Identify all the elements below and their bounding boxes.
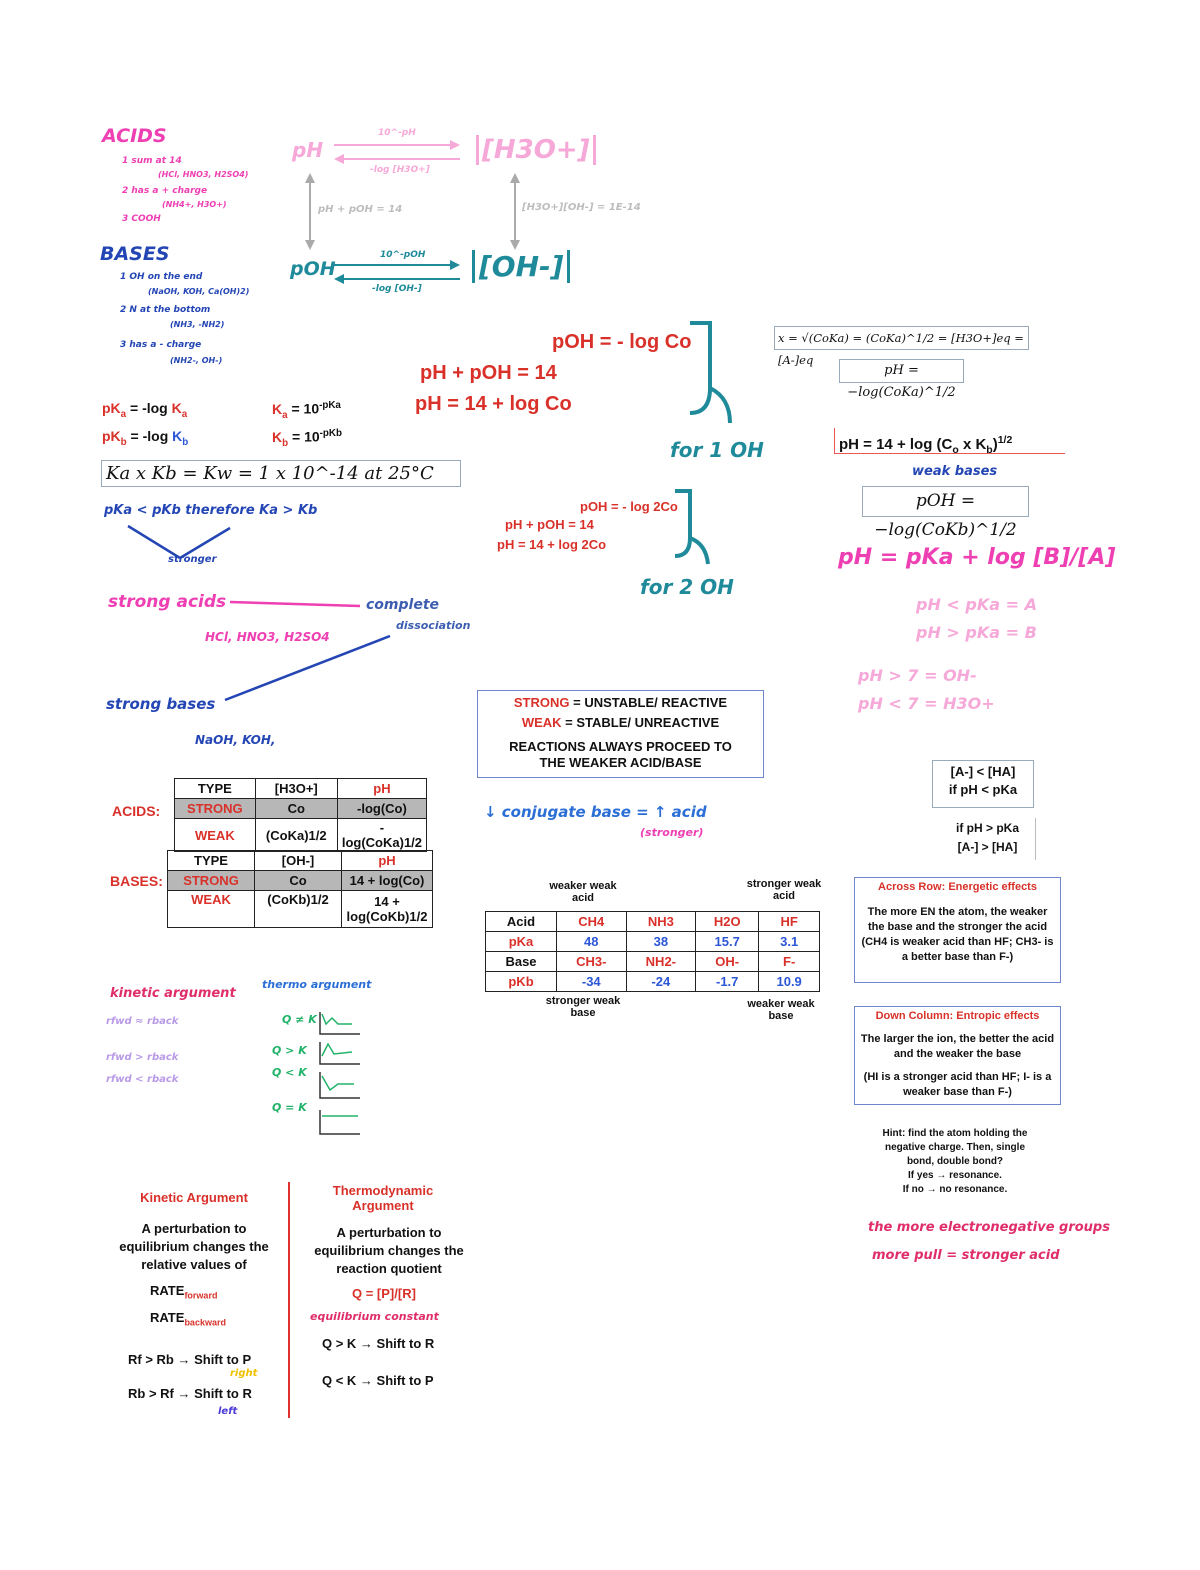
table-cell: -24 — [626, 972, 696, 992]
hint-line: Hint: find the atom holding the — [882, 1128, 1028, 1139]
table-cell: STRONG — [168, 871, 255, 891]
condition-oh: pH > 7 = OH- — [858, 666, 977, 685]
kinetic-title: Kinetic Argument — [140, 1190, 248, 1205]
rate-less-note: rfwd < rback — [106, 1074, 179, 1085]
rate-equal-note: rfwd ≈ rback — [106, 1016, 179, 1027]
acids-note-1: 1 sum at 14 — [122, 156, 182, 166]
weaker-weak-acid-label: weaker weak acid — [549, 880, 617, 904]
q-greater-k: Q > K → Shift to R — [322, 1336, 435, 1351]
bases-note-1b: (NaOH, KOH, Ca(OH)2) — [148, 287, 250, 296]
brace-2-icon — [672, 488, 722, 568]
ha-compare-2: [A-] > [HA] — [957, 840, 1018, 854]
hint-line: If yes → resonance. — [908, 1170, 1002, 1181]
rate-backward — [150, 1310, 226, 1328]
poh-eq-1: pOH = - log Co — [552, 331, 692, 353]
table-cell: pKa — [486, 932, 557, 952]
kw-relation: [H3O+][OH-] = 1E-14 — [522, 202, 641, 213]
across-row-text: The more EN the atom, the weaker the base and the stronger the acid (CH4 is weaker acid than HF; CH3- is a better base than F-) — [861, 906, 1054, 963]
table-cell: CH3- — [557, 952, 627, 972]
table-cell: pKb — [486, 972, 557, 992]
pka-pkb-note: pKa < pKb therefore Ka > Kb — [104, 503, 318, 518]
pka-equation: $pK_a = -\log$ $K_a$ — [102, 400, 188, 420]
bases-note-2: 2 N at the bottom — [120, 305, 211, 315]
ph-eq-1: pH = 14 + log Co — [415, 393, 572, 415]
ha-compare-1: [A-] < [HA] — [950, 764, 1016, 779]
strong-weak-box — [477, 690, 764, 778]
acids-table — [174, 778, 427, 852]
left-note: left — [218, 1406, 238, 1417]
bases-table-label: BASES: — [110, 873, 163, 889]
down-column-example: (HI is a stronger acid than HF; I- is a weaker base than F-) — [863, 1071, 1052, 1098]
electronegative-note-2: more pull = stronger acid — [872, 1248, 1060, 1263]
table-cell: WEAK — [175, 819, 256, 852]
across-row-title: Across Row: Energetic effects — [878, 881, 1037, 893]
table-header: pH — [342, 851, 433, 871]
table-row — [486, 912, 820, 932]
bases-note-3: 3 has a - charge — [120, 340, 202, 350]
rate-backward-label: RATE — [150, 1310, 185, 1325]
table-cell: Base — [486, 952, 557, 972]
bases-note-3b: (NH2-, OH-) — [170, 356, 223, 365]
for-2-oh-label: for 2 OH — [640, 575, 734, 599]
strong-base-list: NaOH, KOH, — [195, 733, 276, 747]
table-header-row — [168, 851, 433, 871]
q-k-graphs-icon — [312, 1010, 367, 1140]
q-not-k-note: Q ≠ K — [282, 1013, 317, 1026]
electronegative-note-1: the more electronegative groups — [868, 1220, 1110, 1235]
q-less-k-note: Q < K — [272, 1066, 307, 1079]
table-cell: (CoKb)1/2 — [255, 891, 342, 928]
poh-label: pOH — [290, 258, 336, 280]
table-header: pH — [337, 779, 426, 799]
table-cell: NH3 — [626, 912, 696, 932]
q-greater-k-note: Q > K — [272, 1044, 307, 1057]
resonance-hint — [860, 1127, 1050, 1197]
table-cell: STRONG — [175, 799, 256, 819]
conjugate-base-note: ↓ conjugate base = ↑ acid — [484, 803, 707, 821]
complete-note: complete — [366, 597, 440, 613]
condition-h3o: pH < 7 = H3O+ — [858, 694, 995, 713]
table-row — [486, 952, 820, 972]
table-row — [486, 972, 820, 992]
ka-equation: $K_a = 10^{-pKa}$ — [272, 400, 341, 421]
bases-title: BASES — [100, 243, 170, 265]
equilibrium-constant-note: equilibrium constant — [310, 1310, 439, 1323]
strong-def: = UNSTABLE/ REACTIVE — [569, 695, 728, 710]
table-cell: -34 — [557, 972, 627, 992]
rate-backward-sub: backward — [184, 1317, 226, 1328]
table-cell: 15.7 — [696, 932, 759, 952]
rate-forward — [150, 1283, 217, 1301]
rf-greater-rb: Rf > Rb → Shift to P — [128, 1352, 252, 1367]
down-column-title: Down Column: Entropic effects — [875, 1010, 1040, 1022]
table-cell: WEAK — [168, 891, 255, 928]
q-less-k: Q < K → Shift to P — [322, 1373, 434, 1388]
weak-def: = STABLE/ UNREACTIVE — [561, 715, 720, 730]
down-column-box — [854, 1006, 1061, 1105]
table-row — [486, 932, 820, 952]
bases-note-1: 1 OH on the end — [120, 272, 203, 282]
kinetic-text: A perturbation to equilibrium changes the relative values of — [119, 1221, 269, 1272]
acids-title: ACIDS — [102, 125, 167, 147]
weaker-weak-base-label: weaker weak base — [747, 998, 815, 1022]
q-equal-k-note: Q = K — [272, 1101, 307, 1114]
table-cell: (CoKa)1/2 — [255, 819, 337, 852]
rate-greater-note: rfwd > rback — [106, 1052, 179, 1063]
kb-equation: $K_b = 10^{-pKb}$ — [272, 428, 342, 449]
ph-poh-relation: pH + pOH = 14 — [318, 204, 403, 215]
section-divider — [288, 1182, 290, 1418]
stronger-weak-base-label: stronger weak base — [545, 995, 621, 1019]
table-cell: 14 + log(Co) — [342, 871, 433, 891]
ha-condition-1: if pH < pKa — [948, 782, 1018, 797]
acids-note-2b: (NH4+, H3O+) — [162, 200, 227, 209]
table-row — [175, 819, 427, 852]
thermo-argument-note: thermo argument — [262, 978, 372, 991]
table-cell: F- — [759, 952, 820, 972]
kw-equation: Ka x Kb = Kw = 1 x 10^-14 at 25°C — [101, 460, 461, 487]
table-cell: Acid — [486, 912, 557, 932]
across-row-box — [854, 877, 1061, 983]
table-header: [H3O+] — [255, 779, 337, 799]
pkb-equation: $pK_b = -\log$ $K_b$ — [102, 428, 189, 448]
poh-weak-base-formula: pOH = −log(CoKb)^1/2 — [862, 486, 1029, 517]
table-cell: CH4 — [557, 912, 627, 932]
reaction-rule: REACTIONS ALWAYS PROCEED TO THE WEAKER ACID/BASE — [509, 739, 732, 770]
strong-word: STRONG — [513, 695, 570, 710]
ph-eq-2: pH = 14 + log 2Co — [497, 537, 607, 552]
rb-greater-rf: Rb > Rf → Shift to R — [128, 1386, 252, 1401]
table-cell: 48 — [557, 932, 627, 952]
right-note: right — [230, 1368, 258, 1379]
dissociation-note: dissociation — [396, 619, 471, 632]
oh-label: [OH-] — [472, 250, 570, 283]
table-row — [168, 871, 433, 891]
bases-note-2b: (NH3, -NH2) — [170, 320, 225, 329]
table-cell: 3.1 — [759, 932, 820, 952]
table-cell: Co — [255, 799, 337, 819]
table-cell: 38 — [626, 932, 696, 952]
ph-poh-eq-2: pH + pOH = 14 — [505, 517, 594, 532]
hint-line: negative charge. Then, single — [884, 1142, 1026, 1153]
table-cell: NH2- — [626, 952, 696, 972]
table-header-row — [175, 779, 427, 799]
table-row — [168, 891, 433, 928]
for-1-oh-label: for 1 OH — [670, 438, 764, 462]
table-cell: -1.7 — [696, 972, 759, 992]
ph-poh-eq-1: pH + pOH = 14 — [420, 362, 557, 384]
condition-base: pH > pKa = B — [916, 623, 1037, 642]
ph-label: pH — [292, 138, 324, 162]
strong-acids-note: strong acids — [108, 592, 227, 612]
hint-line: bond, double bond? — [906, 1156, 1004, 1167]
brace-1-icon — [685, 318, 745, 428]
ph-weak-base-formula: pH = $14 + \log (C_o$ x $K_b)^{1/2}$ — [834, 428, 1065, 454]
thermo-text: A perturbation to equilibrium changes the reaction quotient — [314, 1225, 464, 1276]
table-cell: 14 + log(CoKb)1/2 — [342, 891, 433, 928]
ha-box-2 — [940, 818, 1036, 860]
condition-acid: pH < pKa = A — [916, 595, 1037, 614]
acids-note-3: 3 COOH — [122, 214, 161, 224]
strong-acid-list: HCl, HNO3, H2SO4 — [205, 630, 330, 644]
ph-top-arrow-label: 10^-pH — [378, 128, 416, 138]
bases-table — [167, 850, 433, 928]
table-header: TYPE — [168, 851, 255, 871]
weak-word: WEAK — [521, 715, 562, 730]
table-row — [175, 799, 427, 819]
acids-note-1b: (HCl, HNO3, H2SO4) — [158, 170, 249, 179]
acids-table-label: ACIDS: — [112, 803, 161, 819]
henderson-hasselbalch: pH = pKa + log [B]/[A] — [838, 545, 1116, 570]
table-cell: OH- — [696, 952, 759, 972]
table-cell: Co — [255, 871, 342, 891]
strong-bases-note: strong bases — [106, 695, 216, 713]
kinetic-argument-note: kinetic argument — [110, 986, 236, 1001]
table-cell: -log(Co) — [337, 799, 426, 819]
table-cell: 10.9 — [759, 972, 820, 992]
ha-box-1 — [932, 760, 1034, 808]
h3o-label: [H3O+] — [476, 135, 596, 165]
down-column-text: The larger the ion, the better the acid and the weaker the base — [860, 1033, 1055, 1060]
table-cell: H2O — [696, 912, 759, 932]
stronger-note: stronger — [168, 554, 217, 565]
poh-top-arrow-label: 10^-pOH — [380, 250, 426, 260]
ha-condition-2: if pH > pKa — [955, 821, 1019, 835]
table-cell: HF — [759, 912, 820, 932]
pk-table — [485, 911, 820, 992]
stronger-weak-acid-label: stronger weak acid — [746, 878, 822, 902]
poh-bottom-arrow-label: -log [OH-] — [372, 284, 422, 294]
table-header: [OH-] — [255, 851, 342, 871]
rate-forward-sub: forward — [184, 1290, 218, 1301]
rate-forward-label: RATE — [150, 1283, 185, 1298]
weak-bases-note: weak bases — [912, 464, 998, 479]
hint-line: If no → no resonance. — [902, 1184, 1008, 1195]
x-formula: x = √(CoKa) = (CoKa)^1/2 = [H3O+]eq = [A-]eq — [774, 326, 1029, 350]
thermo-title: Thermodynamic Argument — [332, 1183, 434, 1213]
acids-note-2: 2 has a + charge — [122, 186, 208, 196]
ph-weak-acid-formula: pH = −log(CoKa)^1/2 — [839, 359, 964, 383]
table-header: TYPE — [175, 779, 256, 799]
q-formula: Q = [P]/[R] — [352, 1286, 416, 1301]
poh-eq-2: pOH = - log 2Co — [580, 499, 678, 514]
ph-bottom-arrow-label: -log [H3O+] — [370, 165, 430, 175]
table-cell: -log(CoKa)1/2 — [337, 819, 426, 852]
stronger-acid-note: (stronger) — [640, 826, 704, 839]
